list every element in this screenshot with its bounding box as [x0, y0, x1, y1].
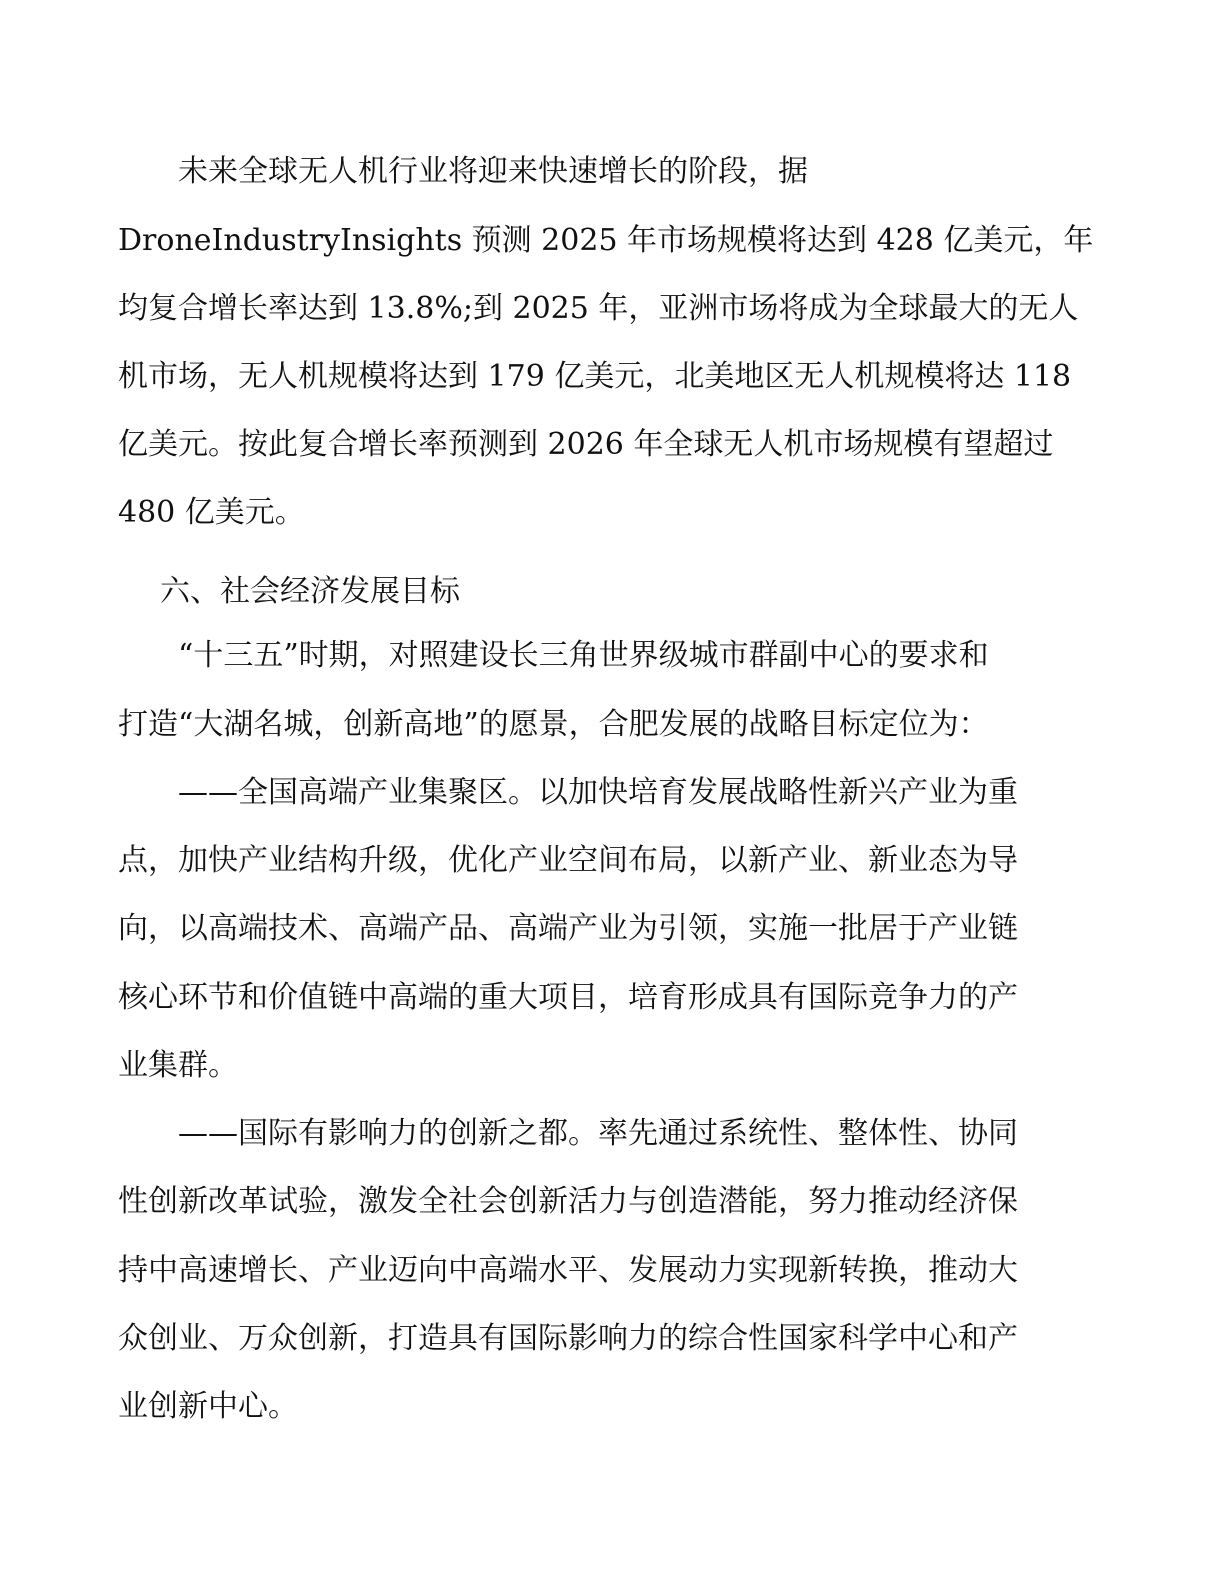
paragraph-1-line-3: 均复合增长率达到 13.8%;到 2025 年，亚洲市场将成为全球最大的无人: [118, 291, 1079, 326]
paragraph-3-line-1: ——全国高端产业集聚区。以加快培育发展战略性新兴产业为重: [178, 775, 1018, 810]
paragraph-2-line-1: “十三五”时期，对照建设长三角世界级城市群副中心的要求和: [178, 638, 989, 673]
paragraph-4-line-4: 众创业、万众创新，打造具有国际影响力的综合性国家科学中心和产: [118, 1321, 1018, 1356]
paragraph-3-line-4: 核心环节和价值链中高端的重大项目，培育形成具有国际竞争力的产: [118, 980, 1018, 1015]
paragraph-1-line-2: DroneIndustryInsights 预测 2025 年市场规模将达到 428 亿美元，年: [118, 223, 1094, 258]
paragraph-3-line-3: 向，以高端技术、高端产品、高端产业为引领，实施一批居于产业链: [118, 911, 1018, 946]
paragraph-4-line-3: 持中高速增长、产业迈向中高端水平、发展动力实现新转换，推动大: [118, 1253, 1018, 1288]
section-heading: 六、社会经济发展目标: [160, 574, 460, 609]
paragraph-1-line-6: 480 亿美元。: [118, 495, 305, 530]
paragraph-4-line-1: ——国际有影响力的创新之都。率先通过系统性、整体性、协同: [178, 1116, 1018, 1151]
paragraph-3-line-5: 业集群。: [118, 1048, 238, 1083]
paragraph-1-line-4: 机市场，无人机规模将达到 179 亿美元，北美地区无人机规模将达 118: [118, 359, 1072, 394]
paragraph-1-line-1: 未来全球无人机行业将迎来快速增长的阶段，据: [178, 154, 808, 189]
paragraph-3-line-2: 点，加快产业结构升级，优化产业空间布局，以新产业、新业态为导: [118, 843, 1018, 878]
paragraph-4-line-2: 性创新改革试验，激发全社会创新活力与创造潜能，努力推动经济保: [118, 1184, 1018, 1219]
paragraph-2-line-2: 打造“大湖名城，创新高地”的愿景，合肥发展的战略目标定位为：: [118, 707, 989, 742]
paragraph-4-line-5: 业创新中心。: [118, 1389, 298, 1424]
paragraph-1-line-5: 亿美元。按此复合增长率预测到 2026 年全球无人机市场规模有望超过: [118, 427, 1054, 462]
